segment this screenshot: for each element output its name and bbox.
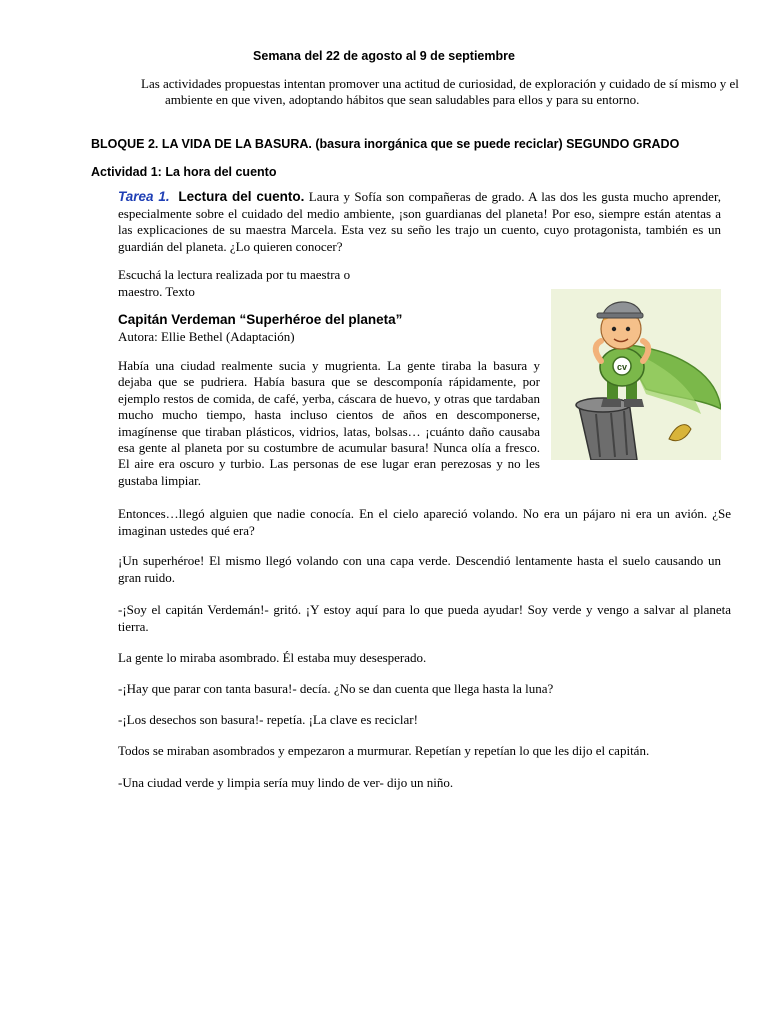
badge-text: cv	[616, 362, 628, 372]
story-paragraph-3: ¡Un superhéroe! El mismo llegó volando con una capa verde. Descendió lentamente hasta el suelo causando un gran ruido.	[118, 553, 721, 585]
story-paragraph-2: Entonces…llegó alguien que nadie conocía. En el cielo apareció volando. No era un pájaro ni era un avión. ¿Se imaginan ustedes qué era?	[118, 506, 731, 538]
tarea-text: Laura y Sofía son compañeras de grado. A las dos les gusta mucho aprender, especialmente sobre el cuidado del medio ambiente, ¡son guardianas del planeta! Por eso, siempre están atentas a las explicaciones de su maestra Marcela. Esta vez su seño les trajo un cuento, cuyo protagonista, también es un guardián del planeta. ¿Lo quieren conocer?	[118, 189, 722, 254]
tarea-label: Tarea 1.	[118, 189, 170, 204]
bloque-heading: BLOQUE 2. LA VIDA DE LA BASURA. (basura inorgánica que se puede reciclar) SEGUNDO GRADO	[91, 137, 680, 151]
story-paragraph-4: -¡Soy el capitán Verdemán!- gritó. ¡Y estoy aquí para lo que pueda ayudar! Soy verde y vengo a salvar al planeta tierra.	[118, 602, 731, 634]
actividad-heading: Actividad 1: La hora del cuento	[91, 165, 277, 179]
story-paragraph-6: -¡Hay que parar con tanta basura!- decía. ¿No se dan cuenta que llega hasta la luna?	[118, 681, 554, 696]
story-paragraph-8: Todos se miraban asombrados y empezaron a murmurar. Repetían y repetían lo que les dijo el capitán.	[118, 743, 650, 758]
captain-verdeman-image	[551, 289, 721, 460]
tarea-paragraph	[118, 189, 721, 255]
intro-paragraph: Las actividades propuestas intentan promover una actitud de curiosidad, de exploración y cuidado de sí mismo y el ambiente en que viven, adoptando hábitos que sean saludables para ellos y para su entorno.	[141, 76, 739, 107]
superhero-illustration	[551, 289, 721, 460]
story-paragraph-7: -¡Los desechos son basura!- repetía. ¡La clave es reciclar!	[118, 712, 418, 727]
story-title: Capitán Verdeman “Superhéroe del planeta”	[118, 312, 403, 327]
story-paragraph-1: Había una ciudad realmente sucia y mugrienta. La gente tiraba la basura y dejaba que se pudriera. Había basura que se descomponía rápidamente, por ejemplo restos de comida, de café, yerba, cáscara de huevo, y otras que tardaban mucho mucho tiempo, hasta incluso cientos de años en descomponerse, imagínense que tiraban plásticos, vidrios, latas, bolsas… ¡cuánto daño causaba esa gente al planeta por su costumbre de acumular basura! Nunca olía a fresco. El aire era oscuro y turbio. Las personas de ese lugar eran perezosas y no les gustaba limpiar.	[118, 358, 540, 488]
week-heading: Semana del 22 de agosto al 9 de septiembre	[253, 49, 515, 63]
story-paragraph-5: La gente lo miraba asombrado. Él estaba muy desesperado.	[118, 650, 427, 665]
story-paragraph-9: -Una ciudad verde y limpia sería muy lindo de ver- dijo un niño.	[118, 775, 454, 790]
tarea-title: Lectura del cuento.	[178, 189, 305, 204]
story-author: Autora: Ellie Bethel (Adaptación)	[118, 329, 295, 344]
listen-instruction: Escuchá la lectura realizada por tu maestra o maestro. Texto	[118, 267, 351, 299]
